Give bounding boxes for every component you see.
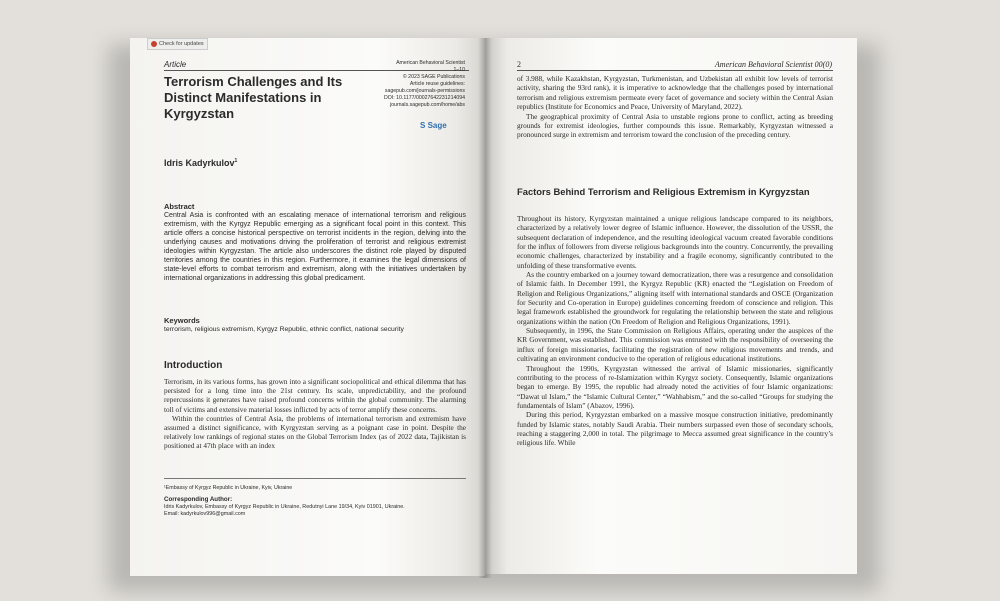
corr-line: Idris Kadyrkulov, Embassy of Kyrgyz Republic in Ukraine, Redutnyi Lane 19/34, Kyiv 01901, Ukraine.: [164, 504, 405, 510]
meta-line: sagepub.com/journals-permissions: [384, 88, 465, 94]
meta-line: Article reuse guidelines:: [409, 81, 465, 87]
affiliation-footnote: ¹Embassy of Kyrgyz Republic in Ukraine, Kyiv, Ukraine: [164, 485, 293, 491]
author-affiliation-mark: 1: [234, 158, 238, 164]
check-updates-label: Check for updates: [159, 41, 204, 47]
keywords-heading: Keywords: [164, 316, 200, 325]
footnote-rule: [164, 478, 466, 479]
intro-paragraph: Within the countries of Central Asia, the problems of international terrorism and extremism have assumed a distinct significance, with Kyrgyzstan serving as a poignant case in point. Despite the relatively low rankings of regional states on the Global Terrorism Index (as of 2022 data, Tajikistan is positioned at 47th place with an index: [164, 413, 466, 451]
section-body: [517, 214, 833, 448]
check-updates-icon: [151, 41, 157, 47]
body-paragraph: As the country embarked on a journey toward democratization, there was a resurgence and consolidation of Islamic faith. In December 1991, the Kyrgyz Republic (KR) enacted the “Legislation on Freedom of Religion and Religious Organizations,” aligning itself with international standards and OSCE (Organization for Security and Co-operation in Europe) guidelines concerning freedom of conscience and religion. This legal framework established the groundwork for regulating the relationship between the state and religious organizations within the nation (On Freedom of Religion and Religious Organizations, 1991).: [517, 270, 833, 326]
body-paragraph: The geographical proximity of Central Asia to unstable regions prone to conflict, acting as breeding grounds for extremist ideologies, further compounds this issue. Remarkably, Kyrgyzstan witnessed a pronounced surge in extremism and terrorism toward the conclusion of the preceding century.: [517, 111, 833, 140]
meta-line: DOI: 10.1177/00027642231214094: [384, 95, 465, 101]
meta-line: © 2023 SAGE Publications: [402, 74, 465, 80]
sage-logo-icon: S: [420, 121, 426, 130]
intro-paragraph: Terrorism, in its various forms, has grown into a significant sociopolitical and ethical dilemma that has persisted for a long time into the 21st century. Its scale, unpredictability, and the profound repercussions it generates have raised profound concerns within the global community. The alarming toll of victims and extensive material losses inflicted by acts of terror amplify these concerns.: [164, 377, 466, 414]
meta-line: journals.sagepub.com/home/abs: [390, 102, 465, 108]
section-heading: Factors Behind Terrorism and Religious Extremism in Kyrgyzstan: [517, 186, 810, 197]
meta-line: 1–10: [453, 67, 465, 73]
corresponding-author-details: [164, 504, 466, 518]
publisher-name: Sage: [427, 121, 447, 130]
page-number: 2: [517, 60, 521, 69]
right-top-body: [517, 74, 833, 140]
body-paragraph: Throughout its history, Kyrgyzstan maintained a unique religious landscape compared to its neighbors, characterized by a relatively lower degree of Islamic influence. However, the dissolution of the USSR, the subsequent declaration of independence, and the resulting ideological vacuum created favorable conditions for the influx of followers from diverse religious backgrounds into the country. Concurrently, the prevailing economic challenges, characterized by instability and a fragile economy, significantly contributed to the unfolding of these transformative events.: [517, 214, 833, 270]
body-paragraph: Subsequently, in 1996, the State Commission on Religious Affairs, operating under the auspices of the KR Government, was established. This commission was entrusted with the responsibility of overseeing the influx of foreign missionaries, facilitating the registration of new religious movements and trends, and cultivating an environment conducive to the operation of religious educational institutions.: [517, 326, 833, 364]
book-gutter: [478, 38, 492, 578]
keywords-text: terrorism, religious extremism, Kyrgyz Republic, ethnic conflict, national security: [164, 326, 404, 333]
article-title: Terrorism Challenges and Its Distinct Manifestations in Kyrgyzstan: [164, 74, 343, 121]
body-paragraph: During this period, Kyrgyzstan embarked on a massive mosque construction initiative, predominantly funded by Islamic states, notably Saudi Arabia. Their numbers surpassed even those of secondary schools, reaching a staggering 2,000 in total. The pilgrimage to Mecca assumed great significance in the country’s religious life. While: [517, 410, 833, 448]
author-name: [164, 158, 237, 168]
running-head: American Behavioral Scientist 00(0): [714, 60, 832, 69]
introduction-body: [164, 377, 466, 451]
header-rule-right: [517, 70, 833, 71]
body-paragraph: of 3.988, while Kazakhstan, Kyrgyzstan, Turkmenistan, and Uzbekistan all exhibit low levels of terrorist activity, sharing the 93rd rank), it is imperative to acknowledge that the challenges posed by international terrorism and religious extremism permeate every facet of governance and society within the Central Asian republics (Institute for Economics and Peace, University of Maryland, 2022).: [517, 74, 833, 112]
corresponding-author-heading: Corresponding Author:: [164, 496, 233, 503]
abstract-text: Central Asia is confronted with an escalating menace of international terrorism and religious extremism, with the Kyrgyz Republic emerging as a significant focal point in this context. This article offers a concise historical perspective on terrorist incidents in the region, delving into the underlying causes and motivations driving the proliferation of terrorist and religious extremist ideologies within Kyrgyzstan. The article also underscores the distinct role played by disputed territories among the countries in this region. Furthermore, it examines the legal dimensions of state-level efforts to combat terrorism and extremism, along with the initiatives undertaken by international organizations in addressing this global predicament.: [164, 212, 466, 282]
journal-meta: [360, 60, 465, 109]
publisher-logo: [420, 121, 447, 130]
meta-line: American Behavioral Scientist: [396, 60, 465, 66]
check-for-updates-badge: [147, 38, 208, 50]
article-label: Article: [164, 60, 187, 69]
introduction-heading: Introduction: [164, 360, 223, 371]
author-name-text: Idris Kadyrkulov: [164, 158, 235, 168]
corr-line: Email: kadyrkulov996@gmail.com: [164, 511, 246, 517]
abstract-heading: Abstract: [164, 202, 195, 211]
body-paragraph: Throughout the 1990s, Kyrgyzstan witnessed the arrival of Islamic missionaries, significantly contributing to the process of re-Islamization within Kyrgyz society. Consequently, Islamic organizations began to emerge. By 1995, the republic had already noted the activities of four Islamic organizations: “Dawat ul Islam,” the “Islamic Cultural Center,” “Wahhabism,” and the so-called “Groups for studying the fundamentals of Islam” (Abazov, 1996).: [517, 363, 833, 410]
